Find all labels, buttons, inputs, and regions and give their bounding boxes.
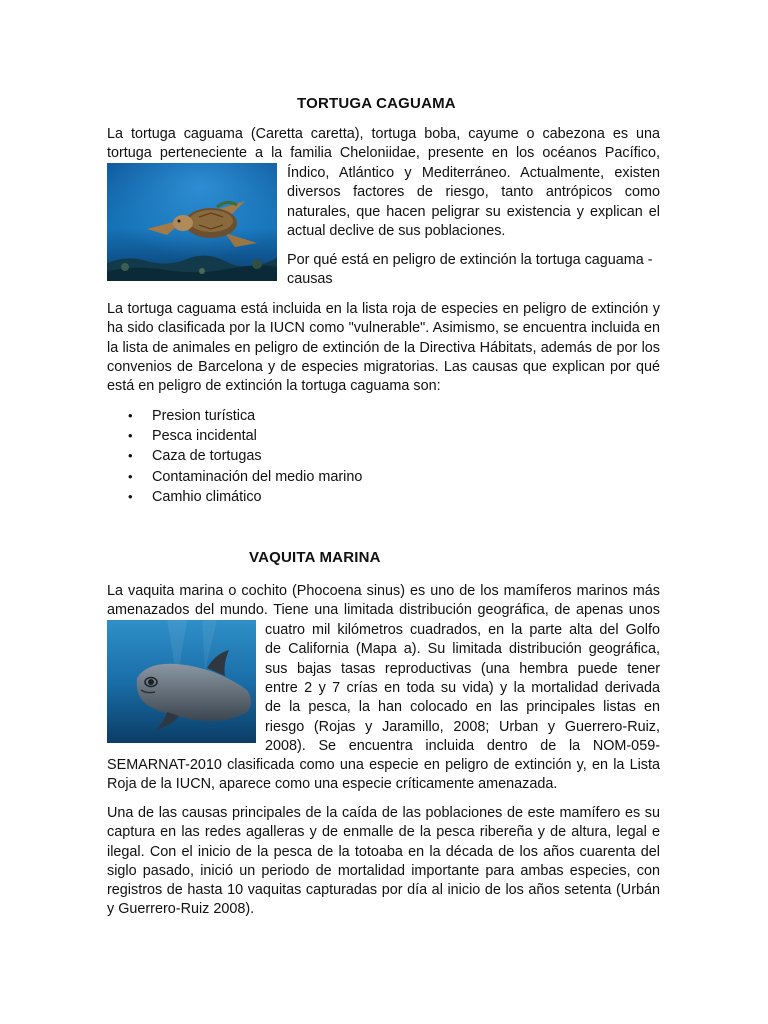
sea-turtle-illustration (107, 163, 277, 281)
cause-text: Caza de tortugas (152, 448, 262, 465)
vaquita-wrap-line: sus bajas tasas reproductivas (una hembra puede tener (265, 660, 660, 677)
turtle-body: La tortuga caguama está incluida en la lista roja de especies en peligro de extinción y ha sido clasificada por la IUCN como "vulnerable". Asimismo, se encuentra incluida en la lista de animales en peligro de extinción de la Directiva Hábitats, además de por los convenios de Barcelona y de especies migratorias. Las causas que explican por qué está en peligro de extinción la tortuga caguama son: (107, 301, 660, 395)
turtle-wrap-text (287, 164, 660, 244)
bullet-icon: • (128, 408, 133, 423)
vaquita-wrap-line: de California (Mapa a). Su limitada distribución geográfica, (265, 641, 660, 658)
vaquita-tail-line: SEMARNAT-2010 clasificada como una especie en peligro de extinción y, en la Lista (107, 757, 660, 773)
cause-text: Pesca incidental (152, 428, 257, 445)
cause-text: Contaminación del medio marino (152, 468, 363, 485)
vaquita-wrap-line: 2008). Se encuentra incluida dentro de la NOM-059- (265, 737, 660, 754)
turtle-intro (107, 125, 660, 165)
turtle-photo (107, 163, 277, 281)
turtle-wrap-line: actual declive de sus poblaciones. (287, 222, 506, 239)
turtle-wrap-line: Índico, Atlántico y Mediterráneo. Actualmente, existen (287, 165, 660, 181)
vaquita-wrap-text (265, 621, 660, 757)
vaquita-wrap-line: entre 2 y 7 crías en toda su vida) y la mortalidad derivada (265, 679, 660, 696)
vaquita-tail-line: Roja de la IUCN, aparece como una especie críticamente amenazada. (107, 776, 558, 793)
bullet-icon: • (128, 488, 133, 504)
list-item (107, 487, 507, 507)
turtle-intro-line: tortuga perteneciente a la familia Cheloniidae, presente en los océanos Pacífico, (107, 145, 660, 162)
bullet-icon: • (128, 428, 133, 444)
turtle-wrap-line: diversos factores de riesgo, tanto antrópicos como (287, 184, 660, 201)
vaquita-intro-line: La vaquita marina o cochito (Phocoena sinus) es uno de los mamíferos marinos más (107, 583, 660, 599)
bullet-icon: • (128, 468, 133, 484)
list-item (107, 406, 507, 426)
vaquita-wrap-line: cuatro mil kilómetros cuadrados, en la parte alta del Golfo (265, 622, 660, 638)
list-item (107, 467, 507, 487)
turtle-wrap-line: naturales, que hacen peligrar su existencia y explican el (287, 203, 660, 220)
vaquita-tail (107, 756, 660, 796)
list-item (107, 426, 507, 446)
turtle-question: Por qué está en peligro de extinción la tortuga caguama - causas (287, 252, 653, 288)
vaquita-intro-line: amenazados del mundo. Tiene una limitada distribución geográfica, de apenas unos (107, 602, 660, 619)
vaquita-heading: VAQUITA MARINA (249, 549, 381, 566)
vaquita-wrap-line: riesgo (Rojas y Jaramillo, 2008; Urban y Guerrero-Ruiz, (265, 718, 660, 735)
porpoise-illustration (107, 620, 256, 743)
turtle-causes-list (107, 406, 507, 507)
vaquita-wrap-line: de la pesca, la han colocado en las principales listas en (265, 699, 660, 716)
vaquita-intro (107, 582, 660, 622)
vaquita-body: Una de las causas principales de la caída de las poblaciones de este mamífero es su captura en las redes agalleras y de enmalle de la pesca ribereña y de altura, legal e ilegal. Con el inicio de la pesca de la totoaba en la década de los años cuarenta del siglo pasado, inició un periodo de mortalidad importante para ambas especies, con registros de hasta 10 vaquitas capturadas por día al inicio de los años setenta (Urbán y Guerrero-Ruiz 2008). (107, 805, 660, 918)
vaquita-photo (107, 620, 256, 743)
turtle-intro-line: La tortuga caguama (Caretta caretta), tortuga boba, cayume o cabezona es una (107, 126, 660, 142)
list-item (107, 446, 507, 466)
turtle-heading: TORTUGA CAGUAMA (297, 95, 456, 112)
cause-text: Camhio climático (152, 488, 262, 505)
cause-text: Presion turística (152, 408, 256, 424)
bullet-icon: • (128, 448, 133, 464)
